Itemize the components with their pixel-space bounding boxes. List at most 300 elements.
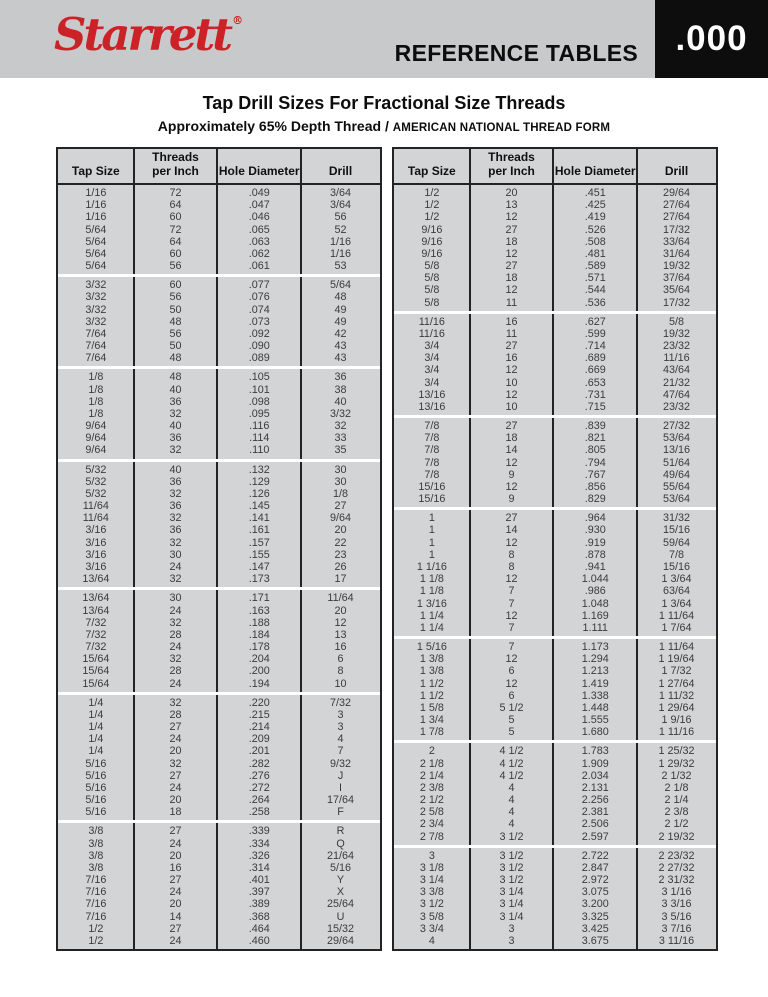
cell-threads-per-inch: 18 xyxy=(505,235,518,248)
column-header-drill xyxy=(301,149,380,183)
cell-drill: 9/32 xyxy=(330,757,352,770)
cell-threads-per-inch: 28 xyxy=(169,665,182,678)
cell-drill: 5/16 xyxy=(330,861,352,874)
column-divider xyxy=(636,510,638,636)
column-divider xyxy=(552,185,554,311)
column-divider xyxy=(636,149,638,183)
cell-tap-size: 9/16 xyxy=(421,247,443,260)
column-header-label: Drill xyxy=(664,164,689,179)
cell-threads-per-inch: 60 xyxy=(169,279,182,292)
cell-hole-diameter: .821 xyxy=(584,432,606,445)
cell-hole-diameter: .141 xyxy=(248,512,270,525)
cell-tap-size: 3/8 xyxy=(88,825,104,838)
cell-tap-size: 5/16 xyxy=(85,794,107,807)
cell-threads-per-inch: 32 xyxy=(169,487,182,500)
column-divider xyxy=(300,462,302,588)
column-divider xyxy=(300,149,302,183)
cell-tap-size: 15/64 xyxy=(82,665,110,678)
cell-hole-diameter: .878 xyxy=(584,548,606,561)
cell-hole-diameter: .214 xyxy=(248,721,270,734)
table-row xyxy=(58,549,380,561)
cell-hole-diameter: 1.419 xyxy=(581,677,609,690)
cell-tap-size: 2 5/8 xyxy=(419,806,444,819)
cell-drill: 40 xyxy=(334,395,347,408)
cell-hole-diameter: .689 xyxy=(584,352,606,365)
cell-tap-size: 7/8 xyxy=(424,432,440,445)
column-header-label: Threads xyxy=(152,150,199,165)
cell-drill: Q xyxy=(336,837,345,850)
cell-tap-size: 1/8 xyxy=(88,407,104,420)
cell-hole-diameter: 1.111 xyxy=(582,621,608,634)
cell-tap-size: 5/16 xyxy=(85,769,107,782)
cell-threads-per-inch: 56 xyxy=(169,327,182,340)
cell-tap-size: 5/16 xyxy=(85,806,107,819)
cell-hole-diameter: .126 xyxy=(248,487,270,500)
cell-threads-per-inch: 27 xyxy=(505,420,518,433)
cell-hole-diameter: .464 xyxy=(248,922,270,935)
cell-hole-diameter: .132 xyxy=(248,463,270,476)
cell-hole-diameter: .098 xyxy=(248,395,270,408)
table-row xyxy=(58,512,380,524)
cell-drill: 7/32 xyxy=(330,696,352,709)
table-row xyxy=(394,678,716,690)
cell-drill: 17/64 xyxy=(327,794,355,807)
cell-drill: 1 27/64 xyxy=(658,677,695,690)
cell-drill: 3 3/16 xyxy=(661,898,692,911)
column-divider xyxy=(133,695,135,821)
cell-drill: 11/64 xyxy=(327,592,354,605)
cell-drill: F xyxy=(337,806,344,819)
table-row xyxy=(394,561,716,573)
cell-hole-diameter: .163 xyxy=(248,604,270,617)
cell-hole-diameter: .147 xyxy=(248,560,270,573)
cell-drill: 32 xyxy=(334,420,347,433)
cell-hole-diameter: .326 xyxy=(248,849,270,862)
cell-threads-per-inch: 8 xyxy=(508,560,515,573)
cell-drill: 2 27/32 xyxy=(658,861,695,874)
cell-drill: 3 xyxy=(337,721,344,734)
table-row xyxy=(58,665,380,677)
table-row xyxy=(58,248,380,260)
table-header-row xyxy=(58,149,380,185)
cell-hole-diameter: 3.075 xyxy=(581,886,609,899)
table-row xyxy=(58,825,380,837)
table-row xyxy=(394,758,716,770)
cell-hole-diameter: .114 xyxy=(249,432,270,445)
table-row xyxy=(58,328,380,340)
table-row xyxy=(394,665,716,677)
cell-hole-diameter: 1.783 xyxy=(581,745,609,758)
table-row xyxy=(58,224,380,236)
cell-drill: 16 xyxy=(334,641,347,654)
column-divider xyxy=(133,149,135,183)
cell-tap-size: 1 1/8 xyxy=(419,573,444,586)
column-divider xyxy=(636,743,638,844)
cell-hole-diameter: .077 xyxy=(248,279,270,292)
cell-threads-per-inch: 3 1/4 xyxy=(499,910,524,923)
table-row xyxy=(58,476,380,488)
header-band xyxy=(0,0,768,78)
cell-threads-per-inch: 24 xyxy=(169,560,182,573)
cell-threads-per-inch: 24 xyxy=(169,641,182,654)
table-row xyxy=(58,898,380,910)
cell-drill: 1 25/32 xyxy=(658,745,695,758)
cell-threads-per-inch: 11 xyxy=(505,327,518,340)
cell-drill: 23 xyxy=(334,548,347,561)
cell-threads-per-inch: 4 xyxy=(508,794,515,807)
cell-tap-size: 1 1/4 xyxy=(419,621,444,634)
cell-tap-size: 3 5/8 xyxy=(419,910,444,923)
table-row xyxy=(58,488,380,500)
cell-tap-size: 1 1/2 xyxy=(419,677,444,690)
cell-tap-size: 9/64 xyxy=(85,432,107,445)
cell-hole-diameter: .145 xyxy=(248,500,270,513)
table-row xyxy=(394,862,716,874)
cell-tap-size: 1/2 xyxy=(88,934,104,947)
table-row xyxy=(58,444,380,456)
cell-tap-size: 15/64 xyxy=(82,677,110,690)
column-divider xyxy=(133,369,135,458)
table-row xyxy=(58,697,380,709)
cell-hole-diameter: 1.448 xyxy=(581,701,609,714)
cell-drill: 17 xyxy=(334,573,347,586)
cell-threads-per-inch: 20 xyxy=(505,187,518,199)
cell-hole-diameter: .508 xyxy=(584,235,606,248)
cell-hole-diameter: .856 xyxy=(584,480,606,493)
cell-tap-size: 7/8 xyxy=(424,456,440,469)
cell-drill: 10 xyxy=(334,677,347,690)
cell-drill: 20 xyxy=(334,604,347,617)
cell-threads-per-inch: 32 xyxy=(169,616,182,629)
table-row xyxy=(394,401,716,413)
cell-threads-per-inch: 48 xyxy=(169,352,182,365)
cell-hole-diameter: 1.680 xyxy=(581,726,609,739)
cell-tap-size: 1 xyxy=(428,512,435,525)
cell-threads-per-inch: 5 1/2 xyxy=(499,701,524,714)
cell-hole-diameter: .653 xyxy=(584,376,606,389)
cell-tap-size: 1/16 xyxy=(85,211,107,224)
cell-hole-diameter: .155 xyxy=(248,548,270,561)
cell-tap-size: 3/16 xyxy=(85,560,107,573)
cell-threads-per-inch: 50 xyxy=(169,303,182,316)
cell-tap-size: 3 3/4 xyxy=(419,922,444,935)
table-row xyxy=(58,316,380,328)
cell-hole-diameter: .215 xyxy=(248,708,270,721)
cell-threads-per-inch: 24 xyxy=(169,604,182,617)
cell-threads-per-inch: 24 xyxy=(169,837,182,850)
cell-hole-diameter: .161 xyxy=(248,524,270,537)
cell-threads-per-inch: 12 xyxy=(505,480,518,493)
cell-tap-size: 2 1/8 xyxy=(419,757,444,770)
cell-tap-size: 1/4 xyxy=(88,696,104,709)
cell-tap-size: 7/16 xyxy=(85,898,107,911)
table-row xyxy=(394,935,716,947)
cell-hole-diameter: .715 xyxy=(584,400,606,413)
cell-hole-diameter: .767 xyxy=(584,468,606,481)
cell-tap-size: 3/8 xyxy=(88,849,104,862)
cell-tap-size: 1 5/8 xyxy=(419,701,444,714)
table-row xyxy=(58,187,380,199)
cell-drill: 3/64 xyxy=(330,199,352,212)
table-row xyxy=(394,187,716,199)
column-header-hole-diameter xyxy=(217,149,301,183)
cell-threads-per-inch: 8 xyxy=(508,548,515,561)
table-row xyxy=(394,512,716,524)
column-divider xyxy=(636,418,638,507)
cell-threads-per-inch: 40 xyxy=(169,420,182,433)
cell-threads-per-inch: 24 xyxy=(169,781,182,794)
cell-hole-diameter: 3.325 xyxy=(581,910,609,923)
cell-hole-diameter: .829 xyxy=(584,493,606,506)
cell-hole-diameter: 3.675 xyxy=(581,934,609,947)
cell-hole-diameter: .194 xyxy=(248,677,270,690)
cell-tap-size: 7/8 xyxy=(424,468,440,481)
cell-tap-size: 7/16 xyxy=(85,874,107,887)
table-row xyxy=(394,806,716,818)
cell-threads-per-inch: 48 xyxy=(169,315,182,328)
cell-threads-per-inch: 27 xyxy=(169,825,182,838)
cell-hole-diameter: .209 xyxy=(248,733,270,746)
cell-drill: 30 xyxy=(334,475,347,488)
cell-drill: 25/64 xyxy=(327,898,355,911)
cell-drill: 3 5/16 xyxy=(661,910,692,923)
cell-tap-size: 3/4 xyxy=(424,340,440,353)
cell-drill: 1 3/64 xyxy=(661,573,692,586)
cell-drill: U xyxy=(336,910,345,923)
table-body xyxy=(58,185,380,949)
cell-threads-per-inch: 3 xyxy=(508,934,515,947)
cell-threads-per-inch: 3 1/2 xyxy=(499,861,524,874)
cell-tap-size: 2 1/2 xyxy=(419,794,444,807)
cell-threads-per-inch: 40 xyxy=(169,463,182,476)
table-body xyxy=(394,185,716,949)
table-header-row xyxy=(394,149,716,185)
cell-drill: 53/64 xyxy=(663,493,691,506)
column-divider xyxy=(216,369,218,458)
cell-tap-size: 1 3/16 xyxy=(416,597,447,610)
cell-drill: 9/64 xyxy=(330,512,352,525)
cell-tap-size: 1/8 xyxy=(88,383,104,396)
column-divider xyxy=(216,823,218,949)
table-row xyxy=(394,236,716,248)
cell-tap-size: 7/64 xyxy=(85,340,107,353)
cell-drill: 1 11/16 xyxy=(658,726,695,739)
cell-tap-size: 3 1/4 xyxy=(419,874,444,887)
cell-drill: 20 xyxy=(334,524,347,537)
cell-hole-diameter: 3.425 xyxy=(581,922,609,935)
cell-threads-per-inch: 27 xyxy=(169,922,182,935)
table-row-group xyxy=(58,277,380,366)
cell-drill: 2 1/4 xyxy=(664,794,689,807)
column-divider xyxy=(469,149,471,183)
table-row xyxy=(58,340,380,352)
cell-threads-per-inch: 5 xyxy=(508,714,515,727)
cell-drill: 2 3/8 xyxy=(664,806,689,819)
column-header-label: per Inch xyxy=(152,164,199,179)
cell-hole-diameter: .074 xyxy=(248,303,270,316)
cell-drill: Y xyxy=(336,874,345,887)
cell-threads-per-inch: 5 xyxy=(508,726,515,739)
cell-threads-per-inch: 14 xyxy=(505,524,518,537)
cell-threads-per-inch: 11 xyxy=(505,296,518,309)
cell-threads-per-inch: 24 xyxy=(169,677,182,690)
cell-drill: 5/64 xyxy=(330,279,352,292)
cell-threads-per-inch: 16 xyxy=(505,315,518,328)
cell-threads-per-inch: 12 xyxy=(505,284,518,297)
cell-threads-per-inch: 27 xyxy=(505,512,518,525)
table-row xyxy=(394,641,716,653)
cell-threads-per-inch: 6 xyxy=(508,689,515,702)
cell-threads-per-inch: 12 xyxy=(505,388,518,401)
column-divider xyxy=(552,149,554,183)
cell-tap-size: 1 3/4 xyxy=(419,714,444,727)
cell-drill: 3 xyxy=(337,708,344,721)
table-row xyxy=(58,573,380,585)
cell-tap-size: 2 3/8 xyxy=(419,781,444,794)
cell-hole-diameter: .276 xyxy=(248,769,270,782)
cell-drill: 1/16 xyxy=(330,235,352,248)
cell-threads-per-inch: 36 xyxy=(169,524,182,537)
cell-hole-diameter: .314 xyxy=(248,861,270,874)
cell-drill: 27/64 xyxy=(663,199,691,212)
cell-hole-diameter: .536 xyxy=(584,296,606,309)
cell-hole-diameter: .599 xyxy=(584,327,606,340)
cell-threads-per-inch: 16 xyxy=(505,352,518,365)
table-row xyxy=(58,352,380,364)
cell-threads-per-inch: 27 xyxy=(169,721,182,734)
table-row xyxy=(394,537,716,549)
cell-threads-per-inch: 36 xyxy=(169,475,182,488)
table-row-group xyxy=(58,590,380,691)
cell-threads-per-inch: 4 xyxy=(508,818,515,831)
cell-drill: 53 xyxy=(334,260,347,273)
cell-drill: 1 11/32 xyxy=(658,689,695,702)
cell-tap-size: 1/8 xyxy=(88,371,104,384)
cell-hole-diameter: .116 xyxy=(249,420,270,433)
cell-drill: 6 xyxy=(337,653,344,666)
table-row xyxy=(394,598,716,610)
cell-threads-per-inch: 32 xyxy=(169,696,182,709)
cell-tap-size: 1/2 xyxy=(424,187,440,199)
cell-drill: 1 9/16 xyxy=(661,714,692,727)
cell-tap-size: 7/64 xyxy=(85,327,107,340)
cell-tap-size: 5/8 xyxy=(424,272,440,285)
table-row xyxy=(58,838,380,850)
cell-hole-diameter: .731 xyxy=(584,388,606,401)
cell-hole-diameter: .090 xyxy=(248,340,270,353)
table-row xyxy=(394,610,716,622)
cell-drill: 8 xyxy=(337,665,344,678)
column-header-threads-per-inch xyxy=(134,149,218,183)
cell-tap-size: 13/64 xyxy=(82,573,110,586)
cell-threads-per-inch: 40 xyxy=(169,383,182,396)
cell-threads-per-inch: 36 xyxy=(169,432,182,445)
cell-threads-per-inch: 12 xyxy=(505,573,518,586)
cell-drill: 13 xyxy=(334,628,347,641)
cell-drill: 55/64 xyxy=(663,480,691,493)
table-row xyxy=(394,622,716,634)
cell-tap-size: 5/64 xyxy=(85,247,107,260)
cell-threads-per-inch: 18 xyxy=(505,272,518,285)
table-row xyxy=(394,199,716,211)
column-divider xyxy=(636,848,638,949)
cell-hole-diameter: .839 xyxy=(584,420,606,433)
table-row xyxy=(394,248,716,260)
cell-drill: 2 1/8 xyxy=(664,781,689,794)
column-divider xyxy=(216,149,218,183)
cell-tap-size: 3/32 xyxy=(85,279,107,292)
table-row-group xyxy=(58,369,380,458)
cell-tap-size: 9/16 xyxy=(421,235,443,248)
cell-hole-diameter: .062 xyxy=(248,247,270,260)
table-row xyxy=(58,721,380,733)
cell-tap-size: 5/8 xyxy=(424,296,440,309)
cell-drill: 11/16 xyxy=(663,352,690,365)
cell-tap-size: 13/64 xyxy=(82,604,110,617)
cell-drill: 49/64 xyxy=(663,468,691,481)
cell-hole-diameter: .092 xyxy=(248,327,270,340)
cell-hole-diameter: .171 xyxy=(248,592,270,605)
column-divider xyxy=(636,185,638,311)
table-row xyxy=(58,641,380,653)
cell-tap-size: 1/2 xyxy=(424,199,440,212)
table-row-group xyxy=(394,848,716,949)
cell-drill: 33/64 xyxy=(663,235,691,248)
cell-drill: 31/32 xyxy=(663,512,691,525)
cell-threads-per-inch: 27 xyxy=(505,223,518,236)
column-header-hole-diameter xyxy=(553,149,637,183)
cell-drill: 3 1/16 xyxy=(661,886,692,899)
cell-hole-diameter: .451 xyxy=(584,187,606,199)
cell-drill: 15/16 xyxy=(663,524,691,537)
table-row xyxy=(394,690,716,702)
table-row-group xyxy=(58,462,380,588)
cell-drill: 47/64 xyxy=(663,388,691,401)
cell-tap-size: 5/32 xyxy=(85,463,107,476)
cell-tap-size: 3 1/8 xyxy=(419,861,444,874)
subtitle-caps: AMERICAN NATIONAL THREAD FORM xyxy=(392,122,611,134)
cell-drill: 2 1/32 xyxy=(661,769,692,782)
cell-hole-diameter: .258 xyxy=(248,806,270,819)
cell-threads-per-inch: 20 xyxy=(169,849,182,862)
column-divider xyxy=(216,590,218,691)
cell-tap-size: 7/32 xyxy=(85,641,107,654)
cell-drill: 23/32 xyxy=(663,340,691,353)
cell-threads-per-inch: 30 xyxy=(169,592,182,605)
table-row xyxy=(394,585,716,597)
cell-hole-diameter: .178 xyxy=(248,641,270,654)
column-divider xyxy=(469,639,471,740)
cell-hole-diameter: 2.381 xyxy=(581,806,609,819)
table-row xyxy=(394,211,716,223)
column-divider xyxy=(636,314,638,415)
cell-drill: 48 xyxy=(334,291,347,304)
cell-threads-per-inch: 10 xyxy=(505,376,518,389)
cell-threads-per-inch: 16 xyxy=(169,861,182,874)
cell-hole-diameter: 1.909 xyxy=(581,757,609,770)
page-title: Tap Drill Sizes For Fractional Size Threads xyxy=(202,93,566,113)
column-divider xyxy=(552,418,554,507)
cell-tap-size: 1 1/2 xyxy=(419,689,444,702)
cell-drill: 3 11/16 xyxy=(658,934,695,947)
cell-tap-size: 1/16 xyxy=(85,199,107,212)
subtitle-plain: Approximately 65% Depth Thread / xyxy=(157,118,393,134)
cell-hole-diameter: 1.555 xyxy=(581,714,609,727)
cell-drill: 15/32 xyxy=(327,922,355,935)
cell-drill: 1 7/64 xyxy=(661,621,692,634)
cell-threads-per-inch: 32 xyxy=(169,653,182,666)
table-row xyxy=(58,396,380,408)
